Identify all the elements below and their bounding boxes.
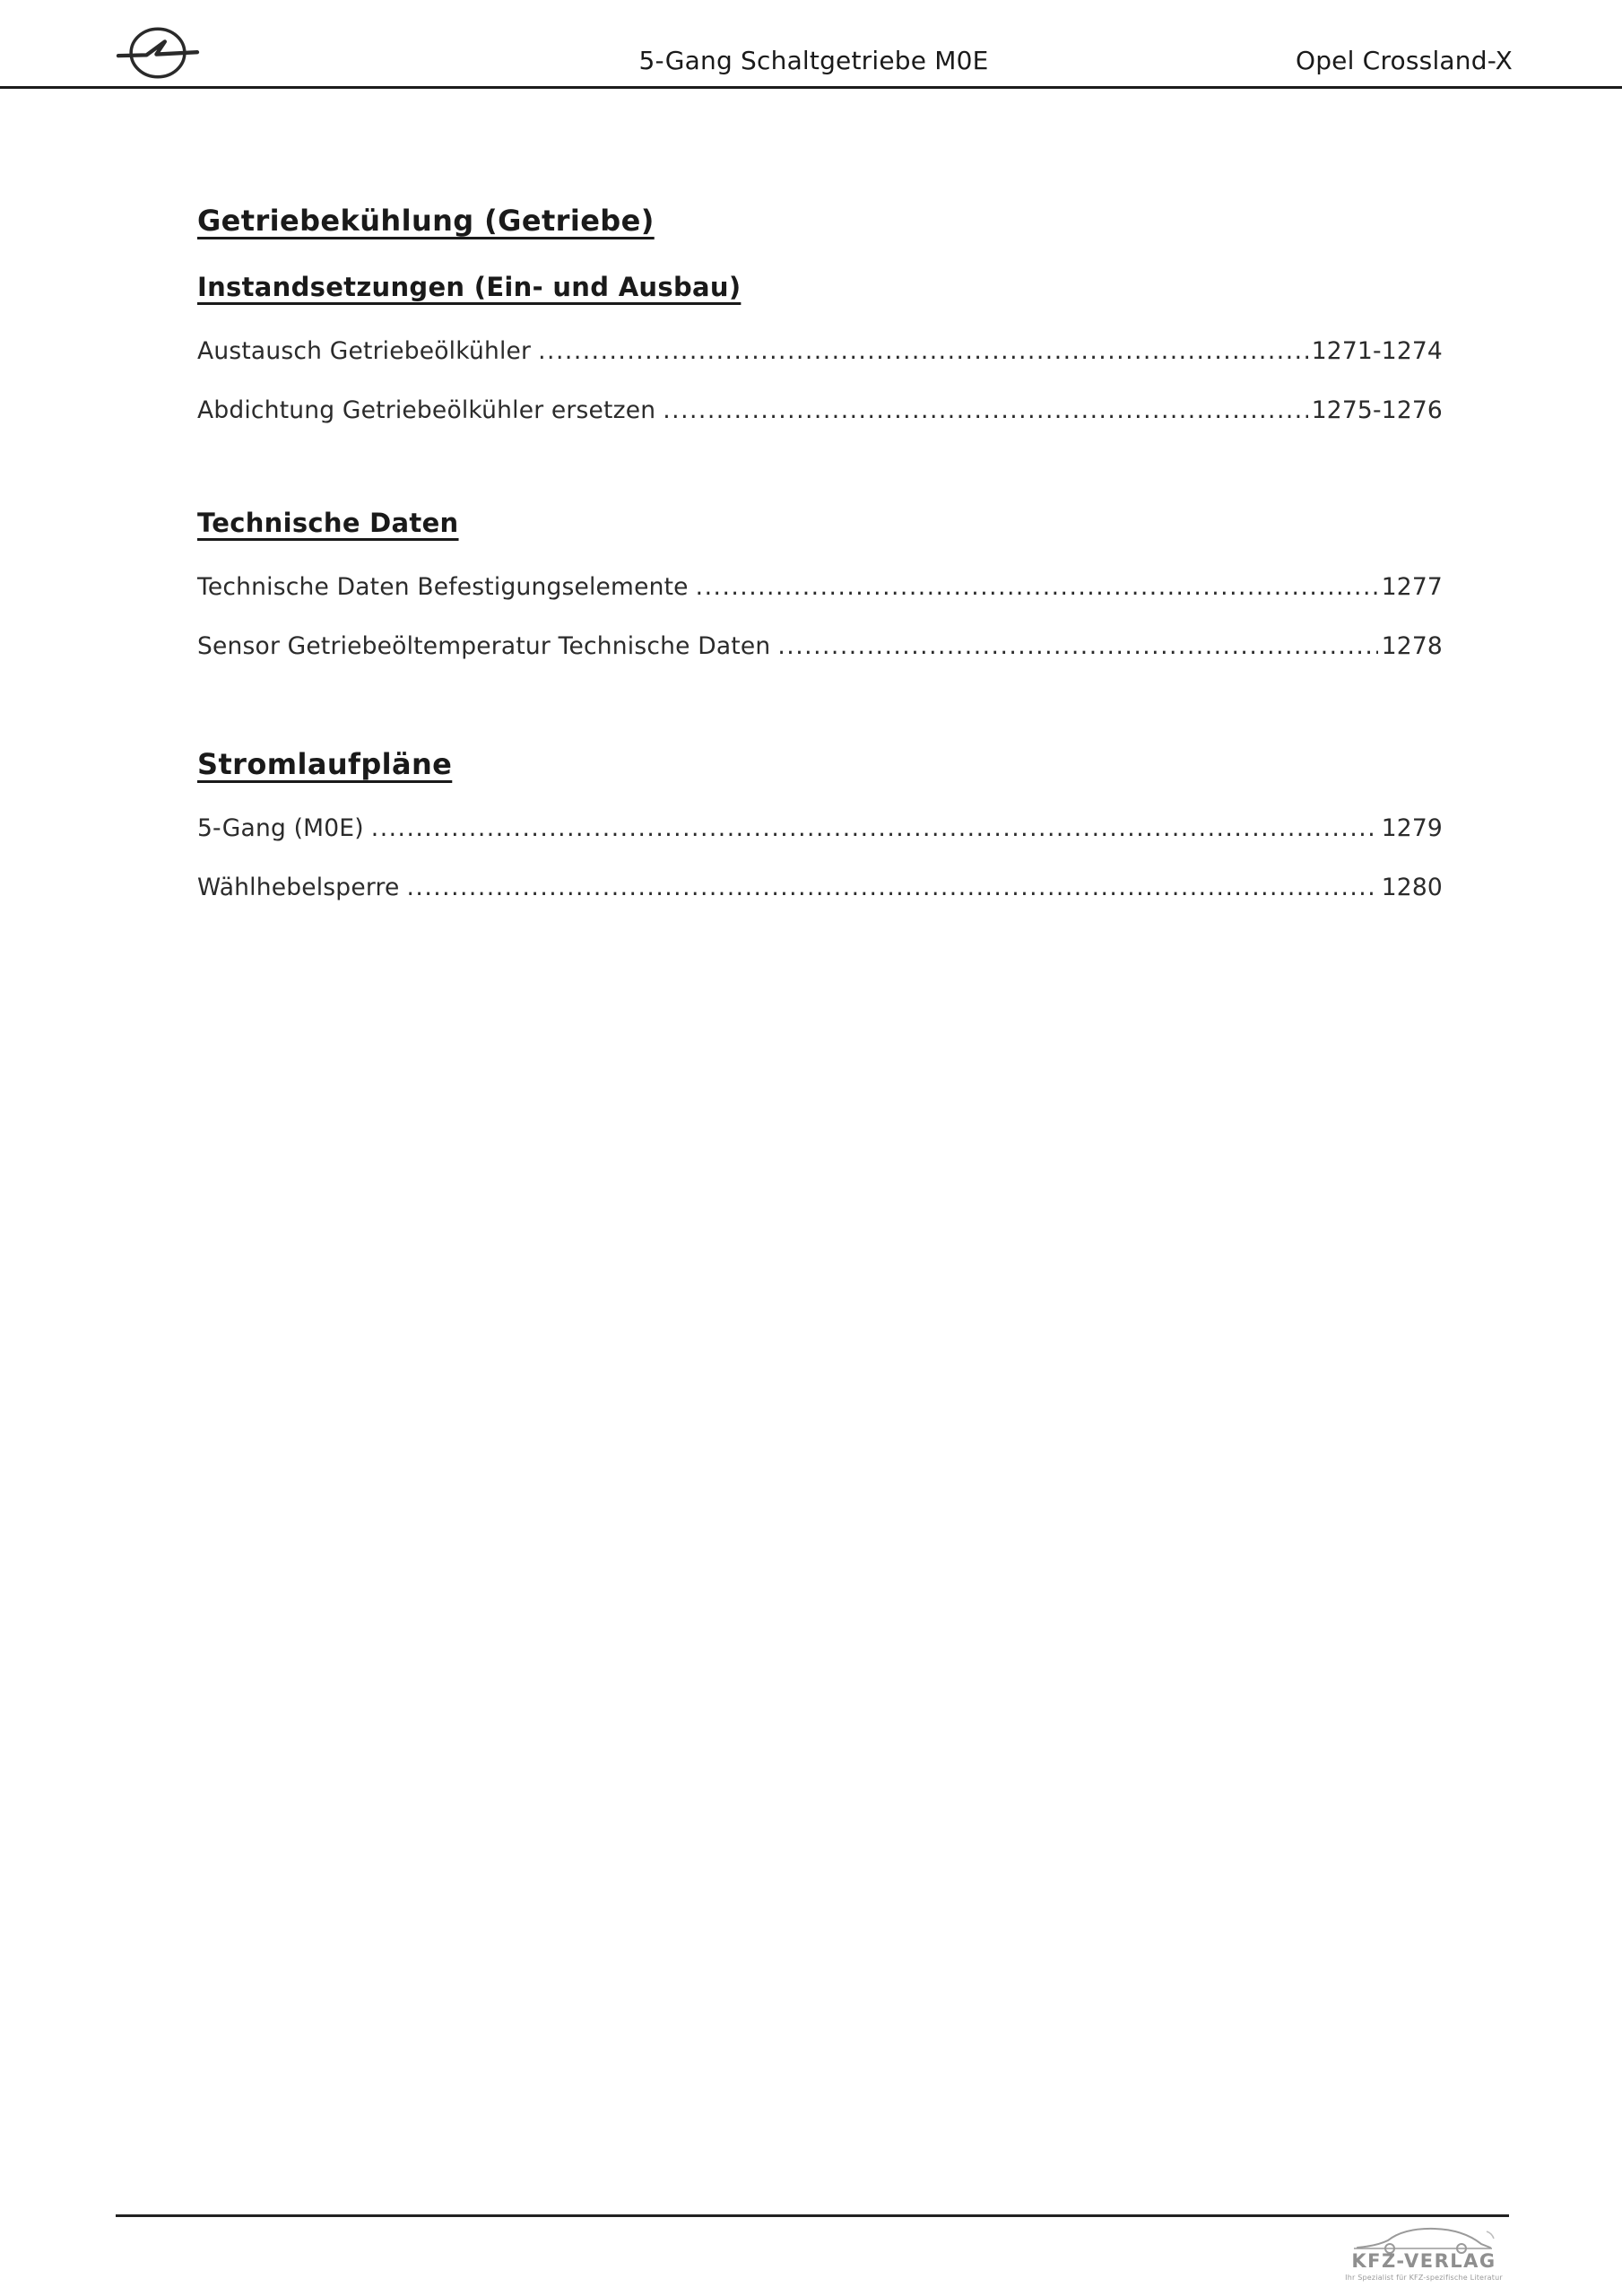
toc-section-getriebekuehlung [197, 204, 1443, 661]
dot-leader [406, 874, 1377, 901]
toc-entry-pages: 1275-1276 [1311, 396, 1443, 425]
toc-entry [197, 338, 1443, 365]
footer-tagline: Ihr Spezialist für KFZ-spezifische Literatur [1345, 2274, 1503, 2282]
toc-entry-label: Wählhebelsperre [197, 874, 400, 902]
toc-group-instandsetzungen [197, 272, 1443, 425]
dot-leader [663, 397, 1308, 424]
opel-logo-icon [115, 23, 201, 83]
opel-logo [115, 23, 638, 77]
toc-entry-label: Sensor Getriebeöltemperatur Technische Daten [197, 632, 771, 661]
dot-leader [696, 574, 1378, 601]
toc-entry-pages: 1279 [1381, 813, 1443, 842]
page-header [0, 0, 1622, 89]
toc-entry-label: Austausch Getriebeölkühler [197, 337, 532, 365]
toc-group-technische-daten [197, 508, 1443, 661]
group-title: Instandsetzungen (Ein- und Ausbau) [197, 272, 742, 302]
toc-entry [197, 815, 1443, 842]
toc-entry-pages: 1271-1274 [1311, 337, 1443, 365]
footer-brand: KFZ-VERLAG [1351, 2249, 1496, 2272]
toc-entry-pages: 1278 [1381, 632, 1443, 661]
toc-entry-label: 5-Gang (M0E) [197, 813, 364, 842]
table-of-contents [0, 89, 1622, 902]
toc-entry [197, 574, 1443, 601]
toc-entry [197, 874, 1443, 901]
toc-entry-pages: 1280 [1381, 874, 1443, 902]
page-footer [116, 2214, 1509, 2282]
footer-rule [116, 2214, 1509, 2217]
dot-leader [538, 338, 1308, 365]
kfz-verlag-logo [1339, 2221, 1509, 2282]
toc-section-stromlaufplaene [197, 747, 1443, 902]
section-title: Stromlaufpläne [197, 746, 453, 781]
toc-entry-pages: 1277 [1381, 572, 1443, 601]
group-title: Technische Daten [197, 507, 459, 538]
toc-entry-label: Abdichtung Getriebeölkühler ersetzen [197, 396, 656, 425]
header-right-title: Opel Crossland-X [1295, 46, 1513, 75]
toc-entry [197, 633, 1443, 660]
toc-entry [197, 397, 1443, 424]
toc-entry-label: Technische Daten Befestigungselemente [197, 572, 689, 601]
section-title: Getriebekühlung (Getriebe) [197, 204, 655, 238]
header-center-title: 5-Gang Schaltgetriebe M0E [638, 46, 989, 75]
dot-leader [371, 815, 1378, 842]
dot-leader [777, 633, 1377, 660]
